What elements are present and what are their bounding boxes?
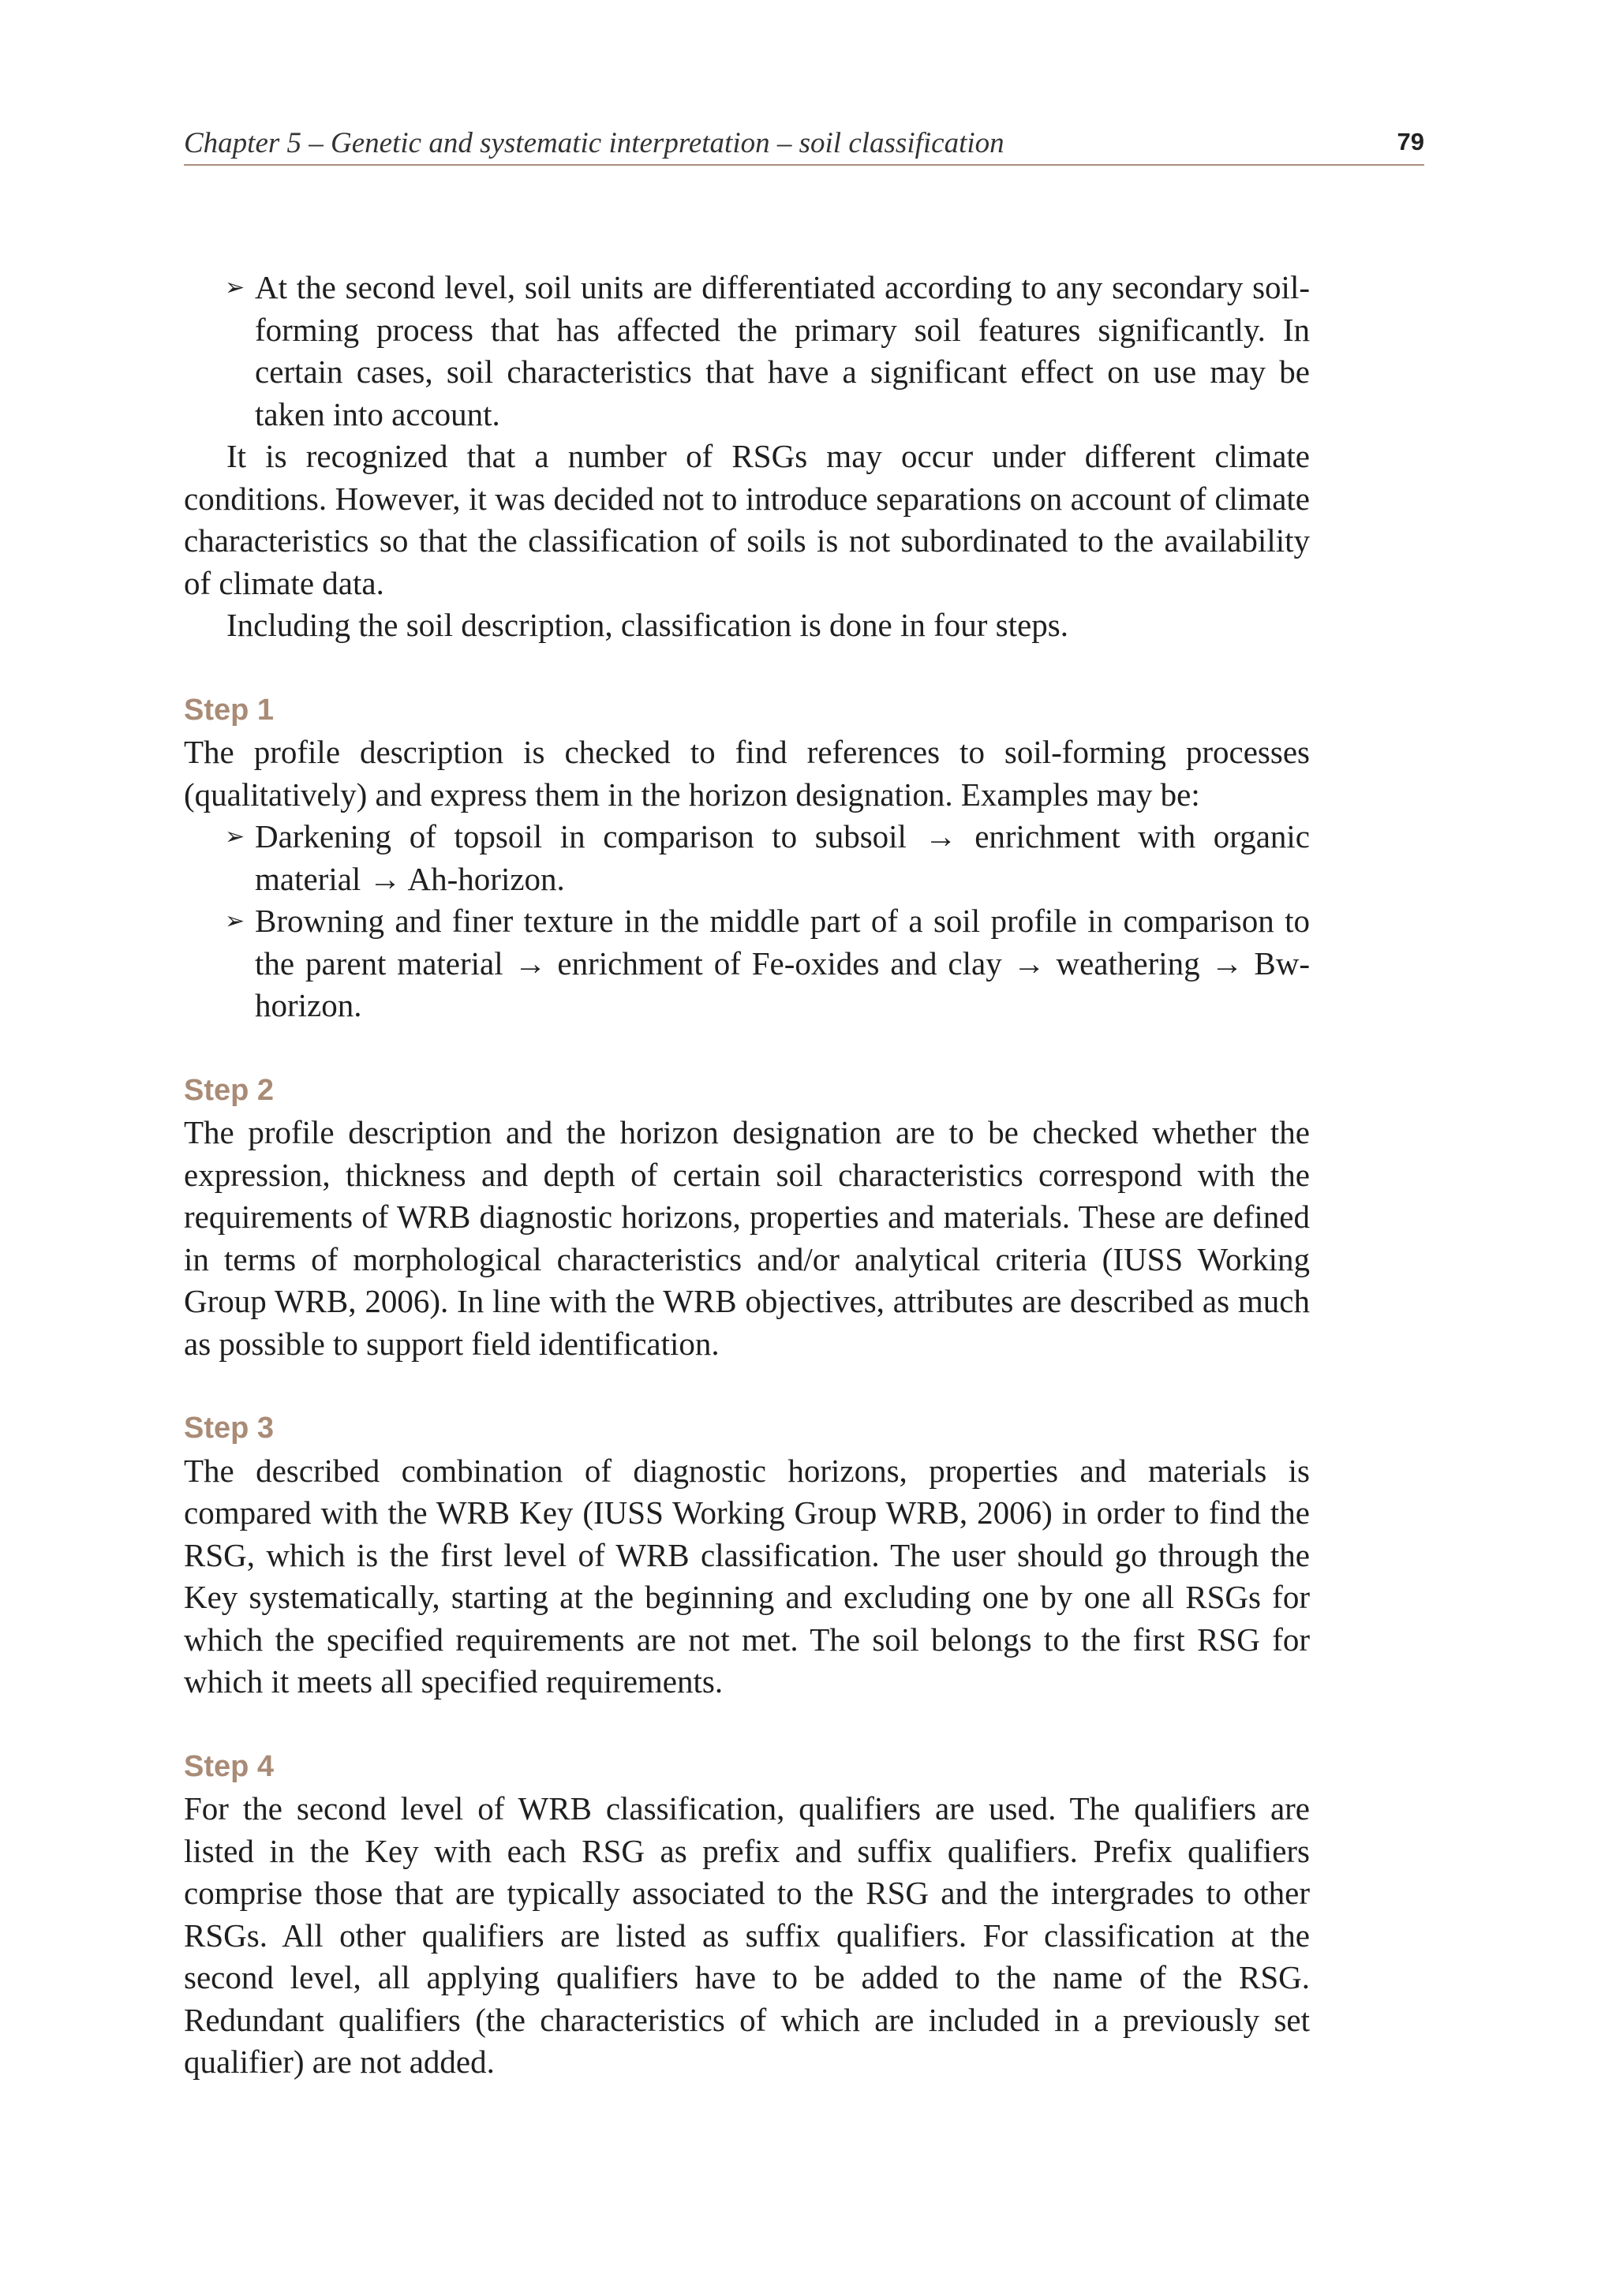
step-4-heading: Step 4	[184, 1749, 275, 1783]
step-2-heading: Step 2	[184, 1073, 275, 1107]
step-1-text: The profile description is checked to find references to soil-forming processes (qualitatively) and express them in the horizon designation. Examples may be:	[184, 734, 1310, 813]
list-item	[225, 816, 1310, 900]
page-number: 79	[1397, 128, 1424, 155]
paragraph: Including the soil description, classification is done in four steps.	[226, 607, 1068, 643]
arrow-bullet-icon: ➢	[225, 823, 245, 851]
step-1-heading: Step 1	[184, 693, 275, 727]
step-1-bullet-list	[184, 816, 1310, 1027]
bullet-text: Browning and finer texture in the middle part of a soil profile in comparison to the parent material → enrichment of Fe-oxides and clay → weathering → Bw-horizon.	[255, 903, 1310, 1023]
arrow-bullet-icon: ➢	[225, 274, 245, 301]
step-3-heading: Step 3	[184, 1412, 275, 1445]
paragraph: It is recognized that a number of RSGs may occur under different climate conditions. However, it was decided not to introduce separations on account of climate characteristics so that the classification of soils is not subordinated to the availability of climate data.	[184, 438, 1310, 601]
list-item	[225, 267, 1310, 436]
running-title: Chapter 5 – Genetic and systematic interpretation – soil classification	[184, 127, 1004, 159]
arrow-bullet-icon: ➢	[225, 907, 245, 935]
step-3-text: The described combination of diagnostic horizons, properties and materials is compared with the WRB Key (IUSS Working Group WRB, 2006) in order to find the RSG, which is the first level of WRB classification. The user should go through the Key systematically, starting at the beginning and excluding one by one all RSGs for which the specified requirements are not met. The soil belongs to the first RSG for which it meets all specified requirements.	[184, 1452, 1310, 1700]
step-2-text: The profile description and the horizon designation are to be checked whether the expression, thickness and depth of certain soil characteristics correspond with the requirements of WRB diagnostic horizons, properties and materials. These are defined in terms of morphological characteristics and/or analytical criteria (IUSS Working Group WRB, 2006). In line with the WRB objectives, attributes are described as much as possible to support field identification.	[184, 1114, 1310, 1362]
running-header	[184, 118, 1424, 166]
step-4-text: For the second level of WRB classification, qualifiers are used. The qualifiers are listed in the Key with each RSG as prefix and suffix qualifiers. Prefix qualifiers comprise those that are typically associated to the RSG and the intergrades to other RSGs. All other qualifiers are listed as suffix qualifiers. For classification at the second level, all applying qualifiers have to be added to the name of the RSG. Redundant qualifiers (the characteristics of which are included in a previously set qualifier) are not added.	[184, 1790, 1310, 2080]
intro-bullet-list	[184, 267, 1310, 436]
list-item	[225, 900, 1310, 1027]
bullet-text: At the second level, soil units are differentiated according to any secondary soil-forming process that has affected the primary soil features significantly. In certain cases, soil characteristics that have a significant effect on use may be taken into account.	[255, 269, 1310, 432]
bullet-text: Darkening of topsoil in comparison to subsoil → enrichment with organic material → Ah-horizon.	[255, 818, 1310, 897]
page-body	[184, 267, 1310, 2084]
